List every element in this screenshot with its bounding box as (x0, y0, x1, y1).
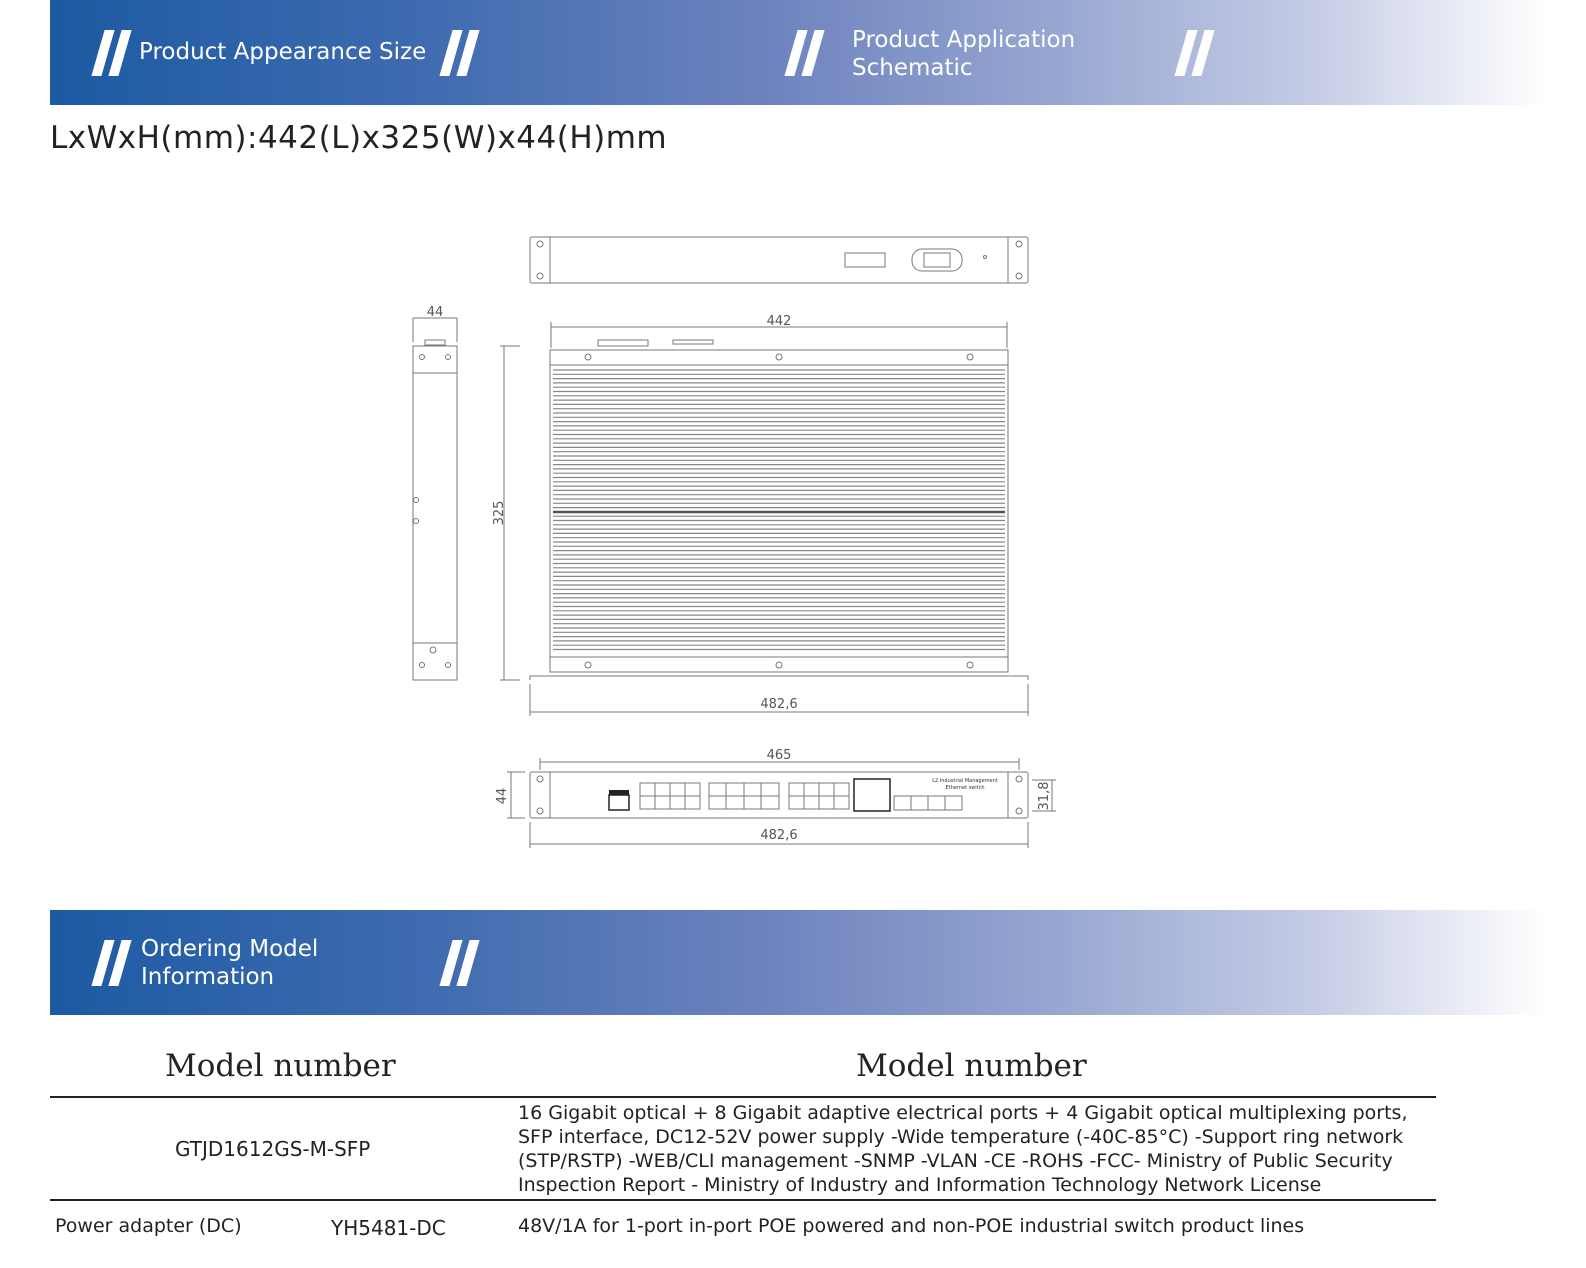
section-title-ordering-line2: Information (141, 964, 275, 990)
rear-connector (845, 253, 885, 267)
dim-front-side: 31,8 (1037, 781, 1052, 811)
dim-top-width: 442 (766, 314, 792, 329)
front-panel-label-line2: Ethernet switch (945, 785, 985, 791)
power-socket-icon (912, 249, 962, 271)
side-panel (413, 346, 457, 680)
dim-front-height: 44 (495, 787, 510, 805)
console-port (609, 795, 629, 810)
table-row-model: GTJD1612GS-M-SFP (175, 1137, 371, 1161)
description-line: (STP/RSTP) -WEB/CLI management -SNMP -VLAN -CE -ROHS -FCC- Ministry of Public Security (518, 1150, 1393, 1172)
double-slash-icon (92, 940, 132, 986)
section-title-application-line1: Product Application (852, 27, 1076, 53)
table-row-model: YH5481-DC (331, 1216, 446, 1240)
dim-front-rack-width: 482,6 (760, 828, 798, 843)
double-slash-icon (440, 940, 480, 986)
description-line: 16 Gigabit optical + 8 Gigabit adaptive electrical ports + 4 Gigabit optical multiplexing ports, (518, 1102, 1408, 1124)
section-title-appearance: Product Appearance Size (139, 39, 427, 65)
table-row-description: 48V/1A for 1-port in-port POE powered and non-POE industrial switch product lines (518, 1215, 1305, 1237)
dim-depth: 325 (492, 500, 507, 526)
section-banner-ordering (50, 910, 1546, 1015)
section-title-ordering-line1: Ordering Model (141, 936, 319, 962)
rear-panel (530, 237, 1028, 283)
console-port-top (609, 790, 629, 795)
table-row-label: Power adapter (DC) (55, 1215, 242, 1237)
description-line: Inspection Report - Ministry of Industry and Information Technology Network License (518, 1174, 1322, 1196)
table-header-right: Model number (856, 1048, 1087, 1084)
front-panel-label-line1: L2 Industrial Management (932, 778, 998, 784)
table-divider (50, 1096, 1436, 1098)
dim-side-width: 44 (426, 305, 444, 320)
dim-front-width: 465 (766, 748, 792, 763)
table-header-left: Model number (165, 1048, 396, 1084)
description-line: SFP interface, DC12-52V power supply -Wide temperature (-40C-85°C) -Support ring network (518, 1126, 1404, 1148)
dim-rack-width: 482,6 (760, 697, 798, 712)
combo-port-group (854, 779, 890, 811)
section-title-application-line2: Schematic (852, 55, 973, 81)
table-row-description (518, 1101, 1423, 1197)
dimensions-text: LxWxH(mm):442(L)x325(W)x44(H)mm (50, 120, 668, 156)
section-title-ordering (141, 935, 318, 991)
table-divider (50, 1199, 1436, 1201)
